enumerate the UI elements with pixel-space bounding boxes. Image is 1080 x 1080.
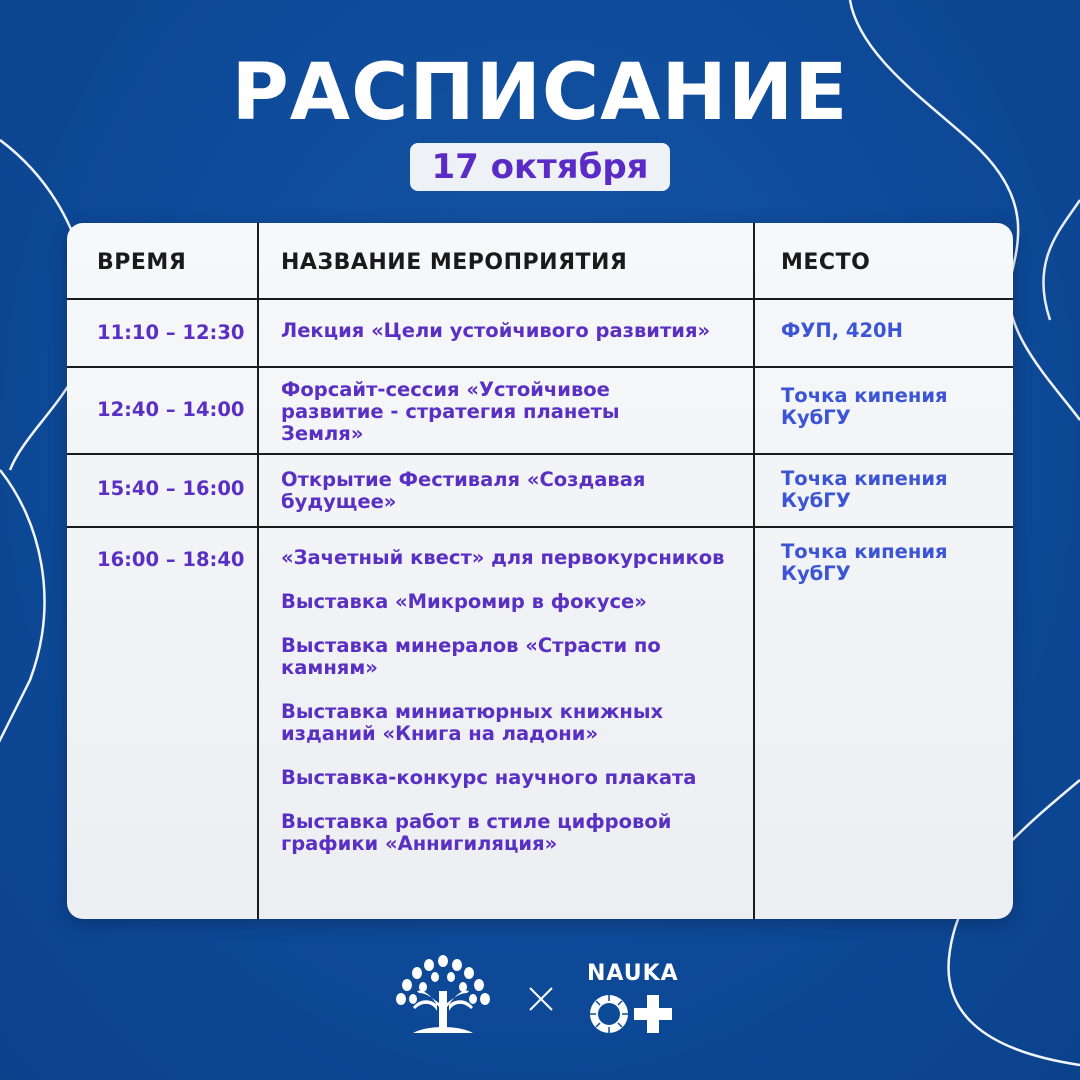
event-item: Выставка минералов «Страсти по камням» xyxy=(281,634,661,679)
nauka-logo-text: NAUKA xyxy=(587,961,679,986)
row-divider xyxy=(67,526,1013,528)
row-event: Форсайт-сессия «Устойчивое развитие - стратегия планеты Земля» xyxy=(281,378,620,445)
row-place: Точка кипения КубГУ xyxy=(781,467,948,512)
row-time: 15:40 – 16:00 xyxy=(97,477,245,500)
row-event: Открытие Фестиваля «Создавая будущее» xyxy=(281,468,646,513)
footer-logos xyxy=(0,955,1080,1045)
event-item: Выставка работ в стиле цифровой графики «Аннигиляция» xyxy=(281,810,672,855)
column-header-event: НАЗВАНИЕ МЕРОПРИЯТИЯ xyxy=(281,250,628,275)
event-item: «Зачетный квест» для первокурсников xyxy=(281,546,725,569)
row-place: ФУП, 420Н xyxy=(781,319,903,342)
row-time: 12:40 – 14:00 xyxy=(97,398,245,421)
schedule-table xyxy=(67,223,1013,919)
event-item: Выставка «Микромир в фокусе» xyxy=(281,590,647,613)
page-title: РАСПИСАНИЕ xyxy=(231,48,849,138)
nauka-plus-logo-icon xyxy=(587,991,687,1037)
row-event: Лекция «Цели устойчивого развития» xyxy=(281,319,711,342)
event-item: Выставка миниатюрных книжных изданий «Книга на ладони» xyxy=(281,700,664,745)
column-header-time: ВРЕМЯ xyxy=(97,250,187,275)
column-header-place: МЕСТО xyxy=(781,250,871,275)
row-divider xyxy=(67,453,1013,455)
row-place: Точка кипения КубГУ xyxy=(781,384,948,429)
column-divider xyxy=(753,223,755,919)
row-event-list xyxy=(281,547,741,877)
row-divider xyxy=(67,366,1013,368)
date-badge: 17 октября xyxy=(410,143,670,191)
cross-icon xyxy=(527,985,555,1013)
tree-logo-icon xyxy=(393,955,493,1035)
row-divider xyxy=(67,298,1013,300)
row-time: 16:00 – 18:40 xyxy=(97,548,245,571)
row-place: Точка кипения КубГУ xyxy=(781,540,948,585)
row-time: 11:10 – 12:30 xyxy=(97,321,245,344)
event-item: Выставка-конкурс научного плаката xyxy=(281,766,697,789)
column-divider xyxy=(257,223,259,919)
